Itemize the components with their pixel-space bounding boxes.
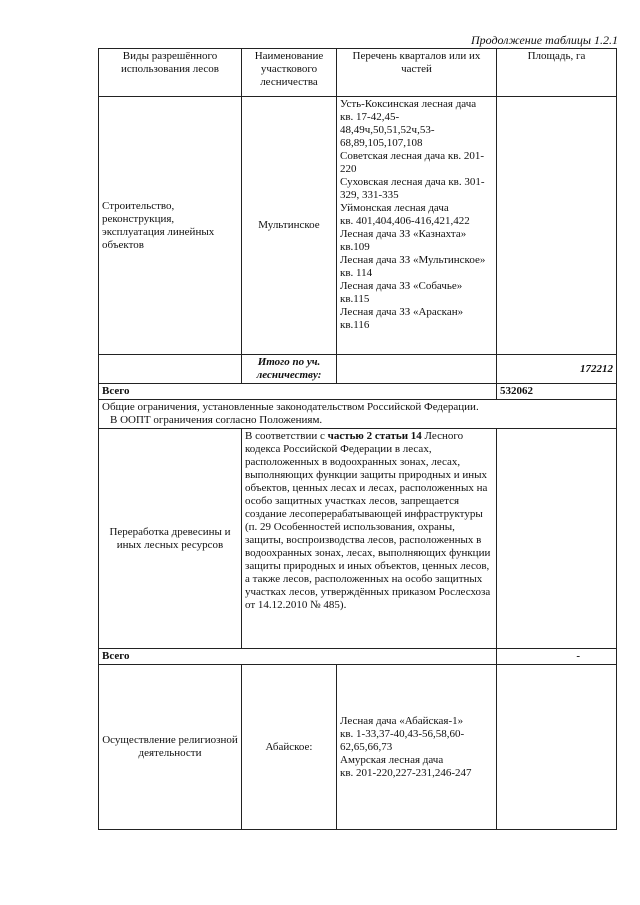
quarter-line: кв. 201-220,227-231,246-247 — [340, 766, 472, 779]
header-area: Площадь, га — [497, 49, 617, 97]
use-type-cell: Осуществление религиозной деятельности — [99, 665, 242, 830]
header-row — [99, 49, 617, 97]
subtotal-value: 172212 — [497, 355, 617, 384]
processing-row — [99, 429, 617, 649]
quarter-line: Лесная дача ЗЗ «Мультинское» кв. 114 — [340, 254, 486, 279]
quarter-line: Лесная дача ЗЗ «Собачье» кв.115 — [340, 280, 463, 305]
forestry-cell: Абайское: — [242, 665, 337, 830]
general-line: Общие ограничения, установленные законодательством Российской Федерации. — [102, 401, 479, 413]
quarter-line: Лесная дача ЗЗ «Араскан» кв.116 — [340, 306, 464, 331]
quarter-line: Лесная дача ЗЗ «Казнахта» кв.109 — [340, 228, 467, 253]
total-label: Всего — [99, 384, 497, 400]
processing-text-pre: В соответствии с — [245, 430, 328, 442]
total-row — [99, 384, 617, 400]
header-forestry: Наименование участкового лесничества — [242, 49, 337, 97]
quarter-line: Уймонская лесная дача — [340, 202, 449, 214]
area-cell — [497, 665, 617, 830]
forestry-cell: Мультинское — [242, 97, 337, 355]
header-quarters: Перечень кварталов или их частей — [337, 49, 497, 97]
area-cell — [497, 429, 617, 649]
construction-row — [99, 97, 617, 355]
subtotal-row — [99, 355, 617, 384]
general-restrictions-cell — [99, 400, 617, 429]
processing-text-post: Лесного кодекса Российской Федерации в лесах, расположенных в водоохранных зонах, лесах, выполняющих функции защиты природных и иных объектов, ценных лесах и лесах, расположенных на особо защитных участках лесов, запрещается создание лесоперерабатывающей инфраструктуры (п. 29 Особенностей использования, охраны, защиты, воспроизводства лесов, расположенных в водоохранных зонах, лесах, выполняющих функции защиты природных и иных объектов, ценных лесов, а также лесов, расположенных на особо защитных участках лесов, утверждённых приказом Рослесхоза от 14.12.2010 № 485). — [245, 430, 491, 611]
subtotal-empty — [337, 355, 497, 384]
quarters-cell — [337, 665, 497, 830]
processing-text-cell — [242, 429, 497, 649]
quarter-line: Суховская лесная дача кв. 301-329, 331-335 — [340, 176, 485, 201]
total-value: - — [497, 649, 617, 665]
subtotal-label: Итого по уч. лесничеству: — [242, 355, 337, 384]
quarters-cell — [337, 97, 497, 355]
quarter-line: Советская лесная дача кв. 201-220 — [340, 150, 485, 175]
total-row — [99, 649, 617, 665]
subtotal-empty — [99, 355, 242, 384]
quarter-line: Лесная дача «Абайская-1» — [340, 714, 464, 727]
general-restrictions-row — [99, 400, 617, 429]
header-use-type: Виды разрешённого использования лесов — [99, 49, 242, 97]
quarter-line: кв. 401,404,406-416,421,422 — [340, 215, 470, 227]
forest-use-table — [98, 48, 617, 830]
quarter-line: Амурская лесная дача — [340, 753, 444, 766]
quarter-line: кв. 17-42,45-48,49ч,50,51,52ч,53-68,89,105,107,108 — [340, 111, 435, 149]
use-type-cell: Переработка древесины и иных лесных ресурсов — [99, 429, 242, 649]
quarter-line: Усть-Коксинская лесная дача — [340, 98, 477, 110]
total-value: 532062 — [497, 384, 617, 400]
religious-row — [99, 665, 617, 830]
processing-text-bold: частью 2 статьи 14 — [327, 430, 422, 442]
use-type-cell: Строительство, реконструкция, эксплуатация линейных объектов — [99, 97, 242, 355]
table-caption: Продолжение таблицы 1.2.1 — [470, 33, 618, 47]
area-cell — [497, 97, 617, 355]
general-line: В ООПТ ограничения согласно Положениям. — [110, 414, 323, 426]
total-label: Всего — [99, 649, 497, 665]
quarter-line: кв. 1-33,37-40,43-56,58,60-62,65,66,73 — [340, 727, 465, 753]
